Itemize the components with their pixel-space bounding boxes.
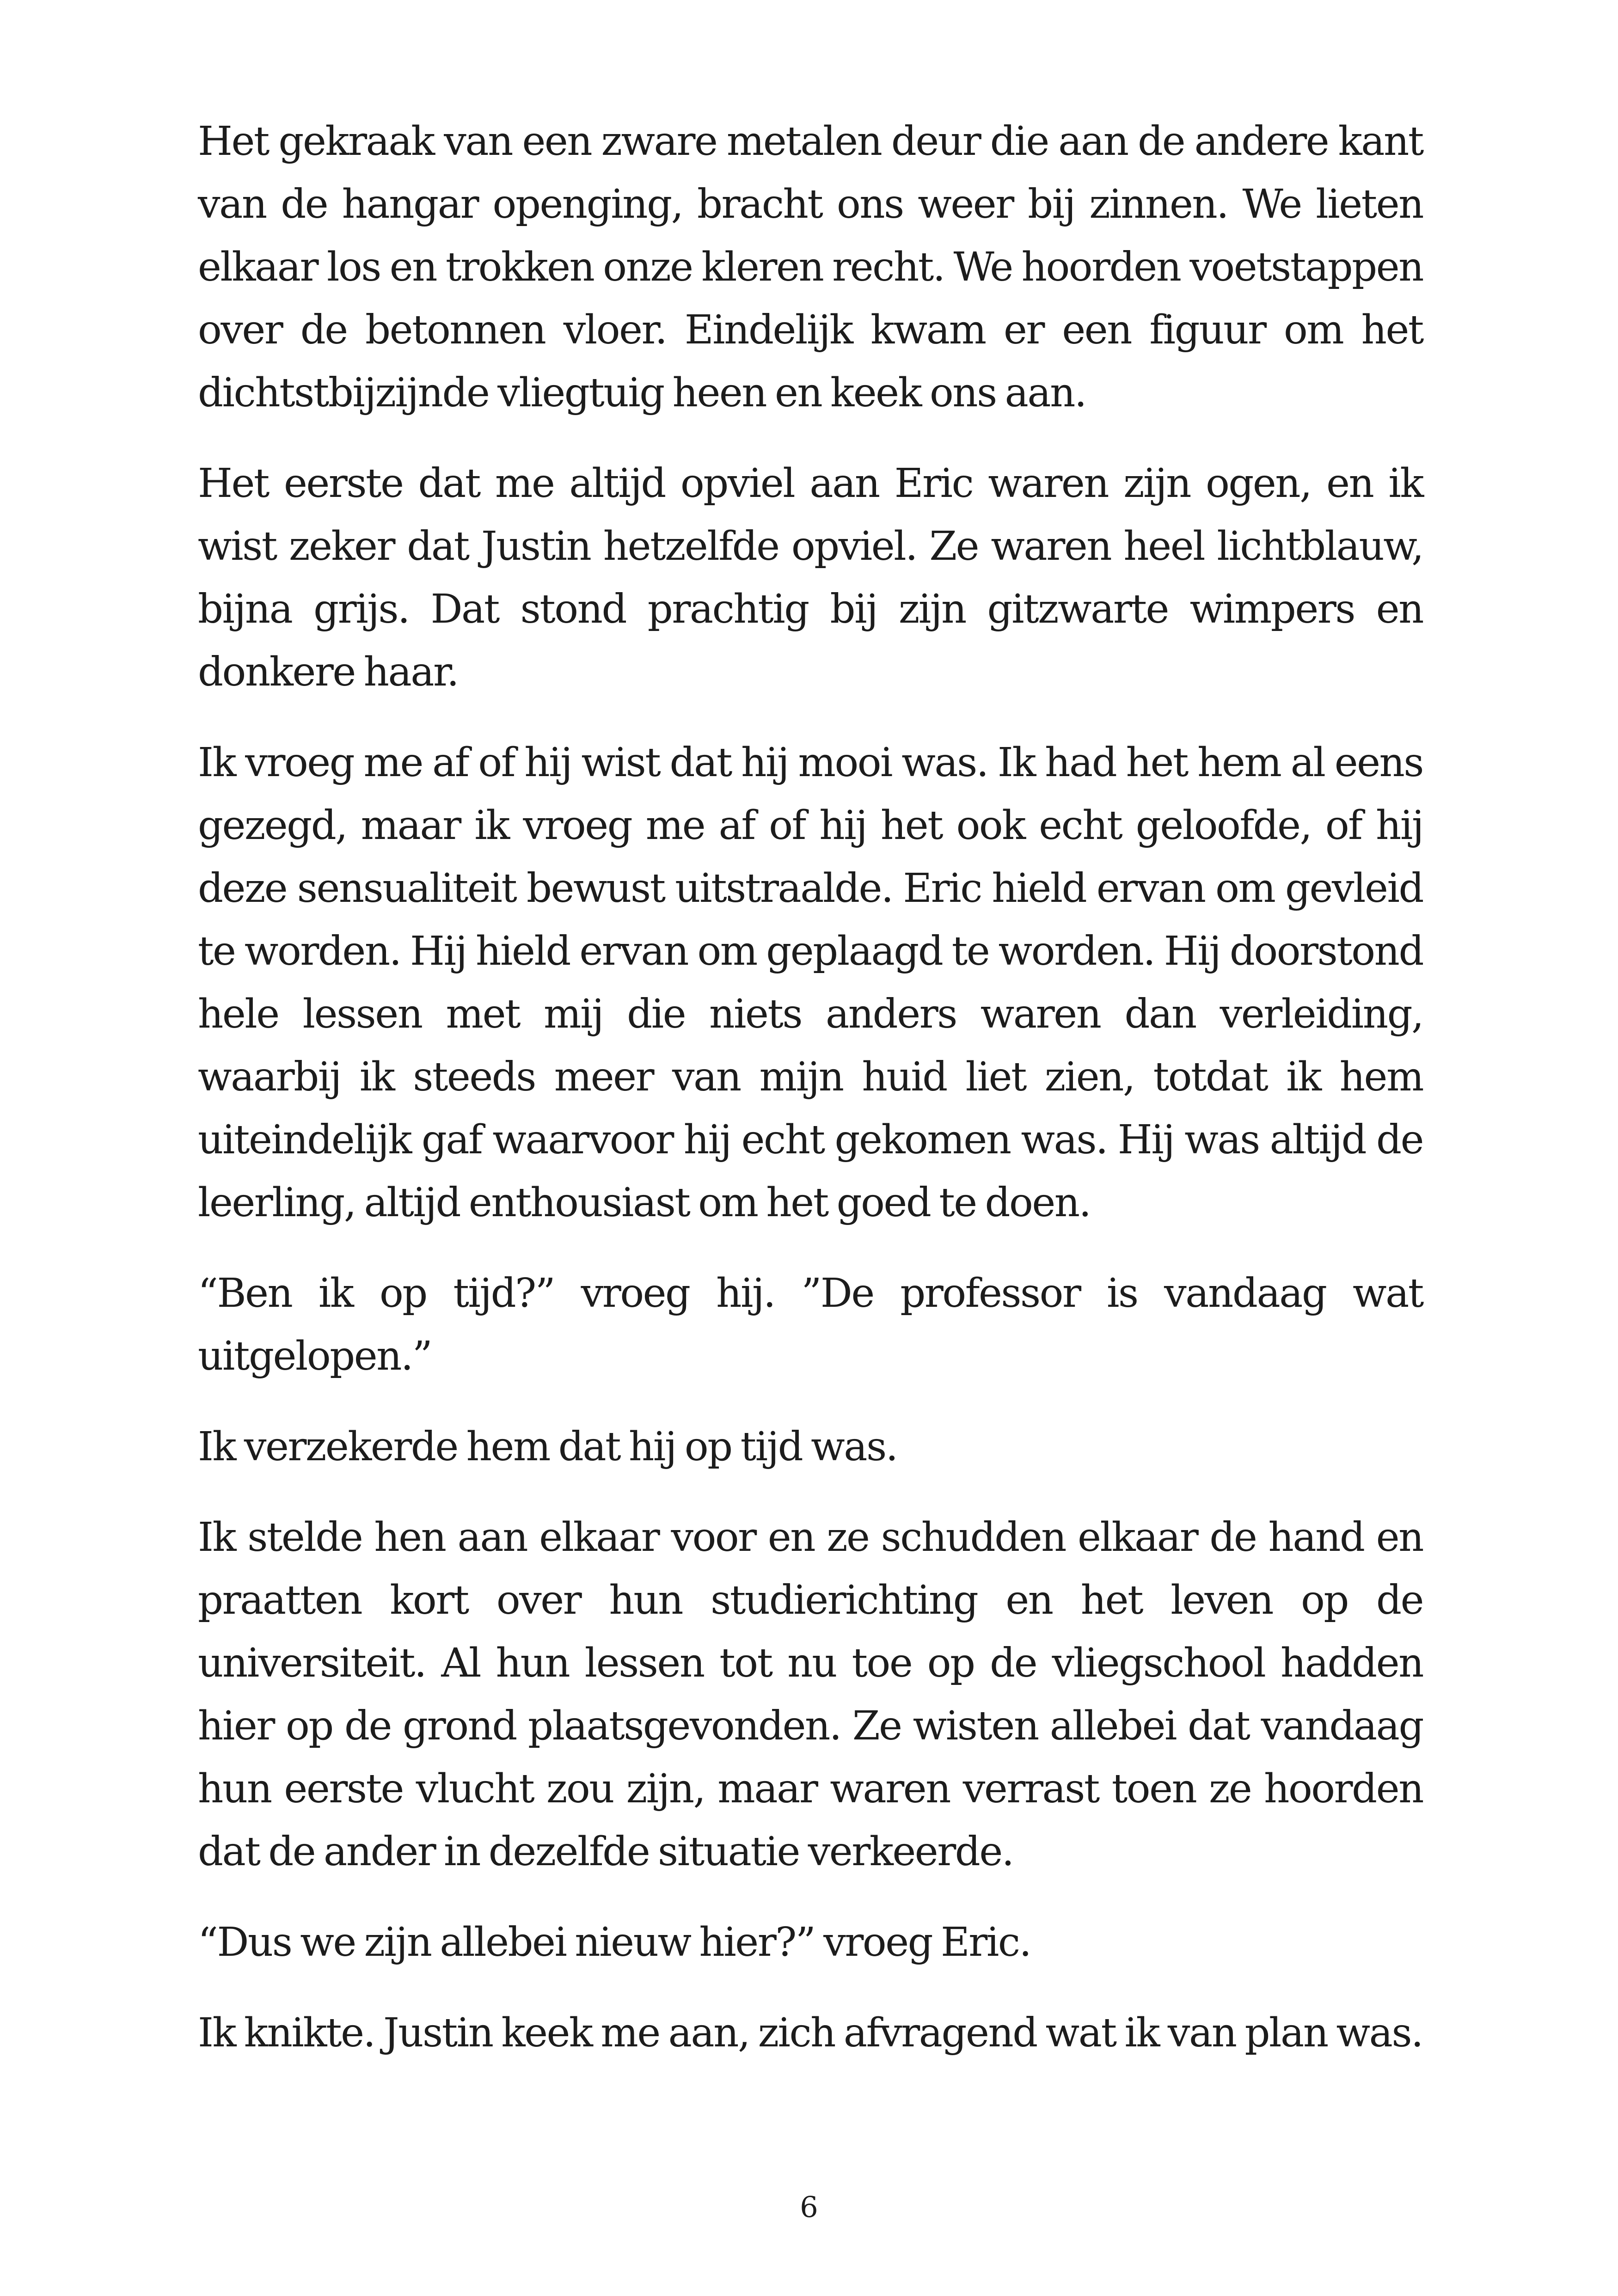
- paragraph-1: Het gekraak van een zware metalen deur die aan de andere kant van de hangar openging, bracht ons weer bij zinnen. We lieten elkaar los en trokken onze kleren recht. We hoorden voetstappen over de betonnen vloer. Eindelijk kwam er een figuur om het dichtstbijzijnde vliegtuig heen en keek ons aan.: [198, 118, 1423, 416]
- paragraph-5: Ik verzekerde hem dat hij op tijd was.: [198, 1424, 897, 1470]
- body-text: [198, 110, 1423, 2092]
- paragraph-7: “Dus we zijn allebei nieuw hier?” vroeg Eric.: [198, 1919, 1031, 1965]
- paragraph-3: Ik vroeg me af of hij wist dat hij mooi was. Ik had het hem al eens gezegd, maar ik vroeg me af of hij het ook echt geloofde, of hij deze sensualiteit bewust uitstraalde. Eric hield ervan om gevleid te worden. Hij hield ervan om geplaagd te worden. Hij doorstond hele lessen met mij die niets anders waren dan verleiding, waarbij ik steeds meer van mijn huid liet zien, totdat ik hem uiteindelijk gaf waarvoor hij echt gekomen was. Hij was altijd de leerling, altijd enthousiast om het goed te doen.: [198, 740, 1423, 1226]
- paragraph-2: Het eerste dat me altijd opviel aan Eric waren zijn ogen, en ik wist zeker dat Justin hetzelfde opviel. Ze waren heel lichtblauw, bijna grijs. Dat stond prachtig bij zijn gitzwarte wimpers en donkere haar.: [198, 460, 1423, 695]
- paragraph-8: Ik knikte. Justin keek me aan, zich afvragend wat ik van plan was.: [198, 2010, 1422, 2056]
- paragraph-4: “Ben ik op tijd?” vroeg hij. ”De professor is vandaag wat uitgelopen.”: [198, 1270, 1423, 1379]
- page-number: 6: [800, 2190, 818, 2224]
- paragraph-6: Ik stelde hen aan elkaar voor en ze schudden elkaar de hand en praatten kort over hun studierichting en het leven op de universiteit. Al hun lessen tot nu toe op de vliegschool hadden hier op de grond plaatsgevonden. Ze wisten allebei dat vandaag hun eerste vlucht zou zijn, maar waren verrast toen ze hoorden dat de ander in dezelfde situatie verkeerde.: [198, 1514, 1423, 1875]
